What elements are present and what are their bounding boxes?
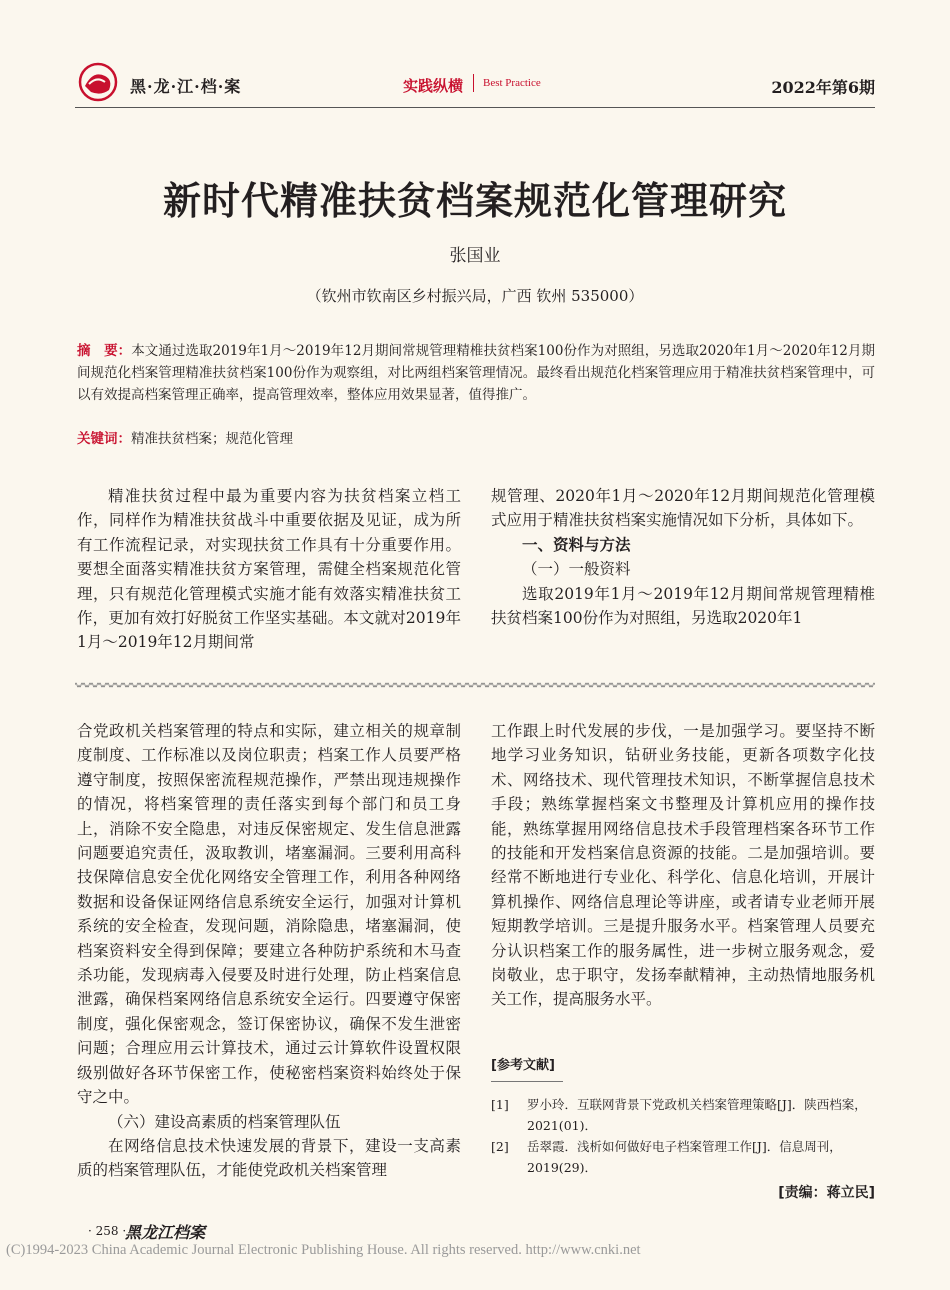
body-column-3	[77, 719, 461, 1183]
body-column-1	[77, 484, 461, 655]
references-rule	[491, 1081, 563, 1082]
section-heading: 一、资料与方法	[522, 535, 631, 554]
journal-name: 黑·龙·江·档·案	[130, 77, 242, 96]
paragraph: 精准扶贫过程中最为重要内容为扶贫档案立档工作，同样作为精准扶贫战斗中重要依据及见证，成为所有工作流程记录，对实现扶贫工作具有十分重要作用。要想全面落实精准扶贫方案管理，需健全档案规范化管理，只有规范化管理模式实施才能有效落实精准扶贫工作，更加有效打好脱贫工作坚实基础。本文就对2019年1月～2019年12月期间常	[77, 487, 461, 652]
editor-credit: [责编：蒋立民]	[778, 1185, 875, 1201]
keywords-label: 关键词：	[77, 431, 131, 447]
section-name-en: Best Practice	[483, 77, 541, 89]
paragraph: 在网络信息技术快速发展的背景下，建设一支高素质的档案管理队伍，才能使党政机关档案管理	[77, 1136, 461, 1180]
keywords-text: 精准扶贫档案；规范化管理	[131, 431, 293, 447]
reference-number: [2]	[491, 1139, 509, 1154]
section-name: 实践纵横	[403, 77, 464, 95]
journal-logo-icon	[75, 62, 121, 102]
reference-list	[491, 1094, 875, 1178]
header-rule	[75, 107, 875, 108]
copyright-watermark: (C)1994-2023 China Academic Journal Electronic Publishing House. All rights reserved. http://www.cnki.net	[6, 1242, 641, 1258]
article-title: 新时代精准扶贫档案规范化管理研究	[162, 178, 787, 223]
subsection-heading: （一）一般资料	[522, 560, 631, 579]
author-affiliation: （钦州市钦南区乡村振兴局，广西 钦州 535000）	[306, 287, 644, 305]
paragraph: 合党政机关档案管理的特点和实际，建立相关的规章制度制度、工作标准以及岗位职责；档案工作人员要严格遵守制度，按照保密流程规范操作，严禁出现违规操作的情况，将档案管理的责任落实到每个部门和员工身上，消除不安全隐患，对违反保密规定、发生信息泄露问题要追究责任，汲取教训，堵塞漏洞。三要利用高科技保障信息安全优化网络安全管理工作，利用各种网络数据和设备保证网络信息系统安全运行，加强对计算机系统的安全检查，发现问题，消除隐患，堵塞漏洞，使档案资料安全得到保障；要建立各种防护系统和木马查杀功能，发现病毒入侵要及时进行处理，防止档案信息泄露，确保档案网络信息系统安全运行。四要遵守保密制度，强化保密观念，签订保密协议，确保不发生泄密问题；合理应用云计算技术，通过云计算软件设置权限级别做好各环节保密工作，使秘密档案资料始终处于保守之中。	[77, 722, 461, 1107]
section-divider-wavy	[75, 680, 875, 690]
paragraph: 规管理、2020年1月～2020年12月期间规范化管理模式应用于精准扶贫档案实施情况如下分析，具体如下。	[491, 487, 875, 530]
subsection-heading: （六）建设高素质的档案管理队伍	[108, 1112, 341, 1131]
reference-number: [1]	[491, 1097, 509, 1112]
paragraph: 选取2019年1月～2019年12月期间常规管理精椎扶贫档案100份作为对照组，另选取2020年1	[491, 584, 875, 628]
section-divider	[473, 74, 474, 92]
body-column-2	[491, 484, 875, 630]
abstract	[77, 340, 875, 406]
paragraph: 工作跟上时代发展的步伐，一是加强学习。要坚持不断地学习业务知识，钻研业务技能，更新各项数字化技术、网络技术、现代管理技术知识，不断掌握信息技术手段；熟练掌握档案文书整理及计算机应用的操作技能，熟练掌握用网络信息技术手段管理档案各环节工作的技能和开发档案信息资源的技能。二是加强培训。要经常不断地进行专业化、科学化、信息化培训，开展计算机操作、网络信息理论等讲座，或者请专业老师开展短期教学培训。三是提升服务水平。档案管理人员要充分认识档案工作的服务属性，进一步树立服务观念，爱岗敬业，忠于职守，发扬奉献精神，主动热情地服务机关工作，提高服务水平。	[491, 722, 875, 1009]
abstract-label: 摘 要：	[77, 343, 132, 359]
reference-item	[491, 1136, 875, 1178]
keywords	[77, 427, 875, 447]
reference-item	[491, 1094, 875, 1136]
body-column-4	[491, 719, 875, 1012]
footer-brand-logo: 黑龙江档案	[125, 1223, 206, 1242]
references-heading: [参考文献]	[491, 1058, 555, 1073]
issue-number: 2022年第6期	[771, 78, 875, 97]
reference-text: 罗小玲．互联网背景下党政机关档案管理策略[J]．陕西档案，2021(01)．	[527, 1097, 867, 1133]
page-header	[75, 62, 875, 108]
page-number: · 258 ·	[88, 1224, 127, 1238]
abstract-text: 本文通过选取2019年1月～2019年12月期间常规管理精椎扶贫档案100份作为对照组，另选取2020年1月～2020年12月期间规范化档案管理精准扶贫档案100份作为观察组，对比两组档案管理情况。最终看出规范化档案管理应用于精准扶贫档案管理中，可以有效提高档案管理正确率，提高管理效率，整体应用效果显著，值得推广。	[77, 343, 875, 403]
reference-text: 岳翠霞．浅析如何做好电子档案管理工作[J]．信息周刊，2019(29)．	[527, 1139, 842, 1175]
article-author: 张国业	[449, 246, 501, 266]
